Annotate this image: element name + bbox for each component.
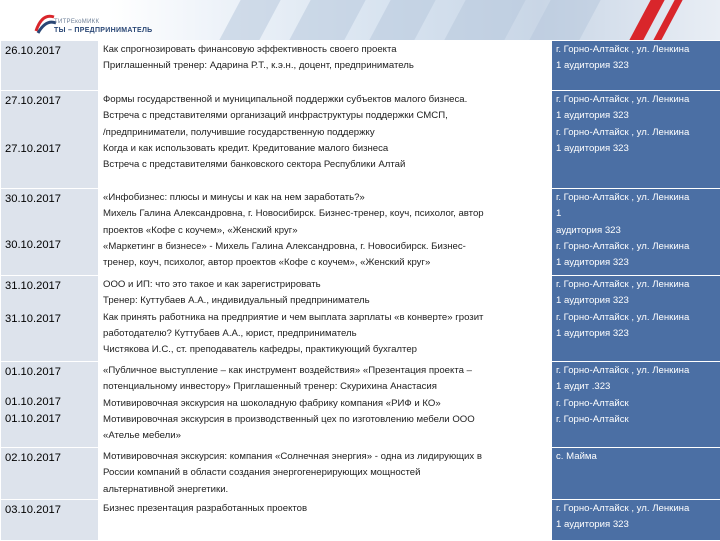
date-text: 03.10.2017 xyxy=(5,502,95,518)
date-cell xyxy=(1,91,99,189)
date-text: 27.10.2017 xyxy=(5,93,95,109)
table-row xyxy=(1,91,720,189)
event-line: «Маркетинг в бизнесе» - Михель Галина Александровна, г. Новосибирск. Бизнес- xyxy=(103,239,548,255)
event-line: работодателю? Куттубаев А.А., юрист, предприниматель xyxy=(103,326,548,342)
date-cell xyxy=(1,41,99,91)
event-line: «Публичное выступление – как инструмент воздействия» «Презентация проекта – xyxy=(103,363,548,379)
banner-tile xyxy=(289,0,365,40)
place-line: г. Горно-Алтайск , ул. Ленкина xyxy=(556,42,717,58)
event-line: потенциальному инвестору» Приглашенный тренер: Скурихина Анастасия xyxy=(103,379,548,395)
event-line: Мотивировочная экскурсия на шоколадную фабрику компания «РИФ и КО» xyxy=(103,396,548,412)
table-row xyxy=(1,276,720,362)
event-line: Как принять работника на предприятие и чем выплата зарплаты «в конверте» грозит xyxy=(103,310,548,326)
place-line: г. Горно-Алтайск , ул. Ленкина xyxy=(556,239,717,255)
event-cell xyxy=(99,500,552,541)
place-cell xyxy=(552,362,720,448)
event-line: Чистякова И.С., ст. преподаватель кафедры, практикующий бухгалтер xyxy=(103,342,548,358)
place-line: г. Горно-Алтайск , ул. Ленкина xyxy=(556,501,717,517)
date-cell xyxy=(1,189,99,276)
date-text: 01.10.2017 xyxy=(5,394,95,410)
table-row xyxy=(1,189,720,276)
place-line: г. Горно-Алтайск , ул. Ленкина xyxy=(556,92,717,108)
date-cell xyxy=(1,362,99,448)
place-line: 1 xyxy=(556,206,717,222)
date-cell xyxy=(1,276,99,362)
date-text: 31.10.2017 xyxy=(5,311,95,327)
event-line: «Инфобизнес: плюсы и минусы и как на нем заработать?» xyxy=(103,190,548,206)
logo-title: ТЫ – ПРЕДПРИНИМАТЕЛЬ xyxy=(54,27,153,34)
place-line: 1 аудитория 323 xyxy=(556,108,717,124)
place-line: г. Горно-Алтайск , ул. Ленкина xyxy=(556,277,717,293)
place-line: 1 аудитория 323 xyxy=(556,293,717,309)
event-line: Формы государственной и муниципальной поддержки субъектов малого бизнеса. xyxy=(103,92,548,108)
header-banner xyxy=(0,0,720,40)
table-row xyxy=(1,448,720,500)
date-cell xyxy=(1,448,99,500)
date-text: 30.10.2017 xyxy=(5,237,95,253)
logo-caption: ТИТРЕкоМИКК xyxy=(54,19,99,25)
event-line: Как спрогнозировать финансовую эффективность своего проекта xyxy=(103,42,548,58)
place-line: аудитория 323 xyxy=(556,223,717,239)
place-line: 1 аудитория 323 xyxy=(556,255,717,271)
place-line: г. Горно-Алтайск xyxy=(556,412,717,428)
schedule-table xyxy=(0,40,720,541)
date-cell xyxy=(1,500,99,541)
date-text: 01.10.2017 xyxy=(5,364,95,380)
event-line: Михель Галина Александровна, г. Новосибирск. Бизнес-тренер, коуч, психолог, автор xyxy=(103,206,548,222)
table-row xyxy=(1,362,720,448)
event-line: /предприниматели, получившие государственную поддержку xyxy=(103,125,548,141)
place-line: г. Горно-Алтайск , ул. Ленкина xyxy=(556,310,717,326)
place-line: 1 аудитория 323 xyxy=(556,58,717,74)
event-cell xyxy=(99,276,552,362)
event-cell xyxy=(99,189,552,276)
banner-tile xyxy=(219,0,280,40)
date-text: 01.10.2017 xyxy=(5,411,95,427)
place-cell xyxy=(552,189,720,276)
event-line: Бизнес презентация разработанных проектов xyxy=(103,501,548,517)
place-cell xyxy=(552,91,720,189)
event-cell xyxy=(99,362,552,448)
place-cell xyxy=(552,448,720,500)
place-line: 1 аудитория 323 xyxy=(556,141,717,157)
place-line: г. Горно-Алтайск , ул. Ленкина xyxy=(556,125,717,141)
event-line: Мотивировочная экскурсия: компания «Солнечная энергия» - одна из лидирующих в xyxy=(103,449,548,465)
event-line: ООО и ИП: что это такое и как зарегистрировать xyxy=(103,277,548,293)
date-text: 02.10.2017 xyxy=(5,450,95,466)
event-line: Тренер: Куттубаев А.А., индивидуальный предприниматель xyxy=(103,293,548,309)
place-line: с. Майма xyxy=(556,449,717,465)
place-line: 1 аудитория 323 xyxy=(556,326,717,342)
place-line: г. Горно-Алтайск , ул. Ленкина xyxy=(556,190,717,206)
event-line: Приглашенный тренер: Адарина Р.Т., к.э.н., доцент, предприниматель xyxy=(103,58,548,74)
place-line: 1 аудит .323 xyxy=(556,379,717,395)
date-text: 27.10.2017 xyxy=(5,141,95,157)
place-line: г. Горно-Алтайск , ул. Ленкина xyxy=(556,363,717,379)
banner-tile xyxy=(529,0,600,40)
event-line: Когда и как использовать кредит. Кредитование малого бизнеса xyxy=(103,141,548,157)
date-text: 26.10.2017 xyxy=(5,43,95,59)
banner-tile xyxy=(444,0,525,40)
event-line: проектов «Кофе с коучем», «Женский круг» xyxy=(103,223,548,239)
date-text: 31.10.2017 xyxy=(5,278,95,294)
table-row xyxy=(1,500,720,541)
event-cell xyxy=(99,448,552,500)
table-row xyxy=(1,41,720,91)
event-cell xyxy=(99,91,552,189)
place-cell xyxy=(552,500,720,541)
event-line: альтернативной энергетики. xyxy=(103,482,548,498)
date-text: 30.10.2017 xyxy=(5,191,95,207)
event-line: Мотивировочная экскурсия в производственный цех по изготовлению мебели ООО xyxy=(103,412,548,428)
place-line: 1 аудитория 323 xyxy=(556,517,717,533)
event-line: Встреча с представителями организаций инфраструктуры поддержки СМСП, xyxy=(103,108,548,124)
event-cell xyxy=(99,41,552,91)
event-line: Встреча с представителями банковского сектора Республики Алтай xyxy=(103,157,548,173)
place-cell xyxy=(552,41,720,91)
event-line: тренер, коуч, психолог, автор проектов «Кофе с коучем», «Женский круг» xyxy=(103,255,548,271)
place-cell xyxy=(552,276,720,362)
banner-tile xyxy=(369,0,435,40)
place-line: г. Горно-Алтайск xyxy=(556,396,717,412)
event-line: «Ателье мебели» xyxy=(103,428,548,444)
event-line: России компаний в области создания энергогенерирующих мощностей xyxy=(103,465,548,481)
